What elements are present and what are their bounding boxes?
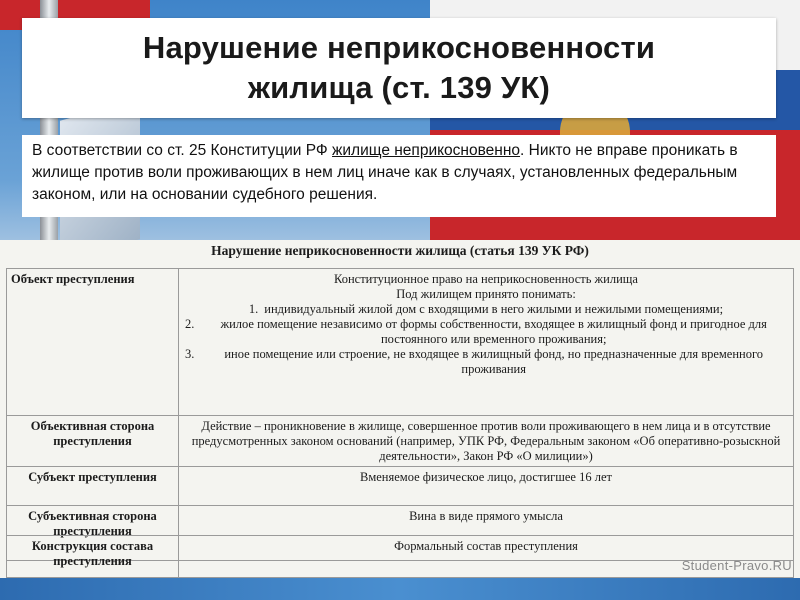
crime-elements-table [0, 240, 800, 578]
list-text: жилое помещение независимо от формы собственности, входящее в жилищный фонд и пригодное для постоянного или временного проживания; [220, 317, 767, 346]
list-number: 3. [185, 347, 195, 361]
table-row-subject [6, 466, 794, 506]
row-label: Объект преступления [7, 269, 179, 415]
list-item [185, 317, 787, 347]
row-content: Вина в виде прямого умысла [409, 509, 563, 523]
page-title-line-1: Нарушение неприкосновенности [142, 30, 656, 65]
list-text: иное помещение или строение, не входящее в жилищный фонд, но предназначенные для временного проживания [224, 347, 764, 376]
row-label: Объективная сторона преступления [7, 416, 179, 466]
content-line: Конституционное право на неприкосновенность жилища [334, 272, 638, 286]
row-label: Конструкция состава преступления [7, 536, 179, 577]
list-item [185, 347, 787, 377]
watermark: Student-Pravo.RU [681, 558, 792, 573]
title-panel [22, 18, 776, 118]
row-label: Субъективная сторона преступления [7, 506, 179, 560]
table-row-construction [6, 535, 794, 578]
intro-text-part-2: . Никто не вправе проникать в жилище против воли проживающих в нем лиц иначе как в случаях, установленных федеральным законом, или на основании судебного решения. [32, 142, 738, 203]
list-item [185, 302, 787, 317]
row-content: Формальный состав преступления [394, 539, 578, 553]
table-row-objective-side [6, 415, 794, 467]
intro-text-part-1: В соответствии со ст. 25 Конституции РФ [32, 142, 333, 159]
bottom-background-strip [0, 578, 800, 600]
content-line: Под жилищем принято понимать: [396, 287, 576, 301]
row-content: Вменяемое физическое лицо, достигшее 16 лет [360, 470, 612, 484]
row-label: Субъект преступления [7, 467, 179, 505]
list-number: 1. [248, 302, 259, 316]
intro-paragraph [22, 135, 776, 217]
row-content: Действие – проникновение в жилище, совершенное против воли проживающего в нем лица и в отсутствие предусмотренных законом оснований (например, УПК РФ, Федеральным законом «Об оперативно-розыскной деятельности», Закон РФ «О милиции») [191, 419, 781, 463]
table-row-object [6, 268, 794, 416]
page-title-line-2: жилища (ст. 139 УК) [247, 70, 551, 105]
list-text: индивидуальный жилой дом с входящими в него жилыми и нежилыми помещениями; [264, 302, 724, 316]
list-number: 2. [185, 317, 195, 331]
table-caption: Нарушение неприкосновенности жилища (статья 139 УК РФ) [211, 243, 589, 258]
row-content [179, 269, 793, 415]
intro-underlined-phrase: жилище неприкосновенно [332, 142, 521, 159]
